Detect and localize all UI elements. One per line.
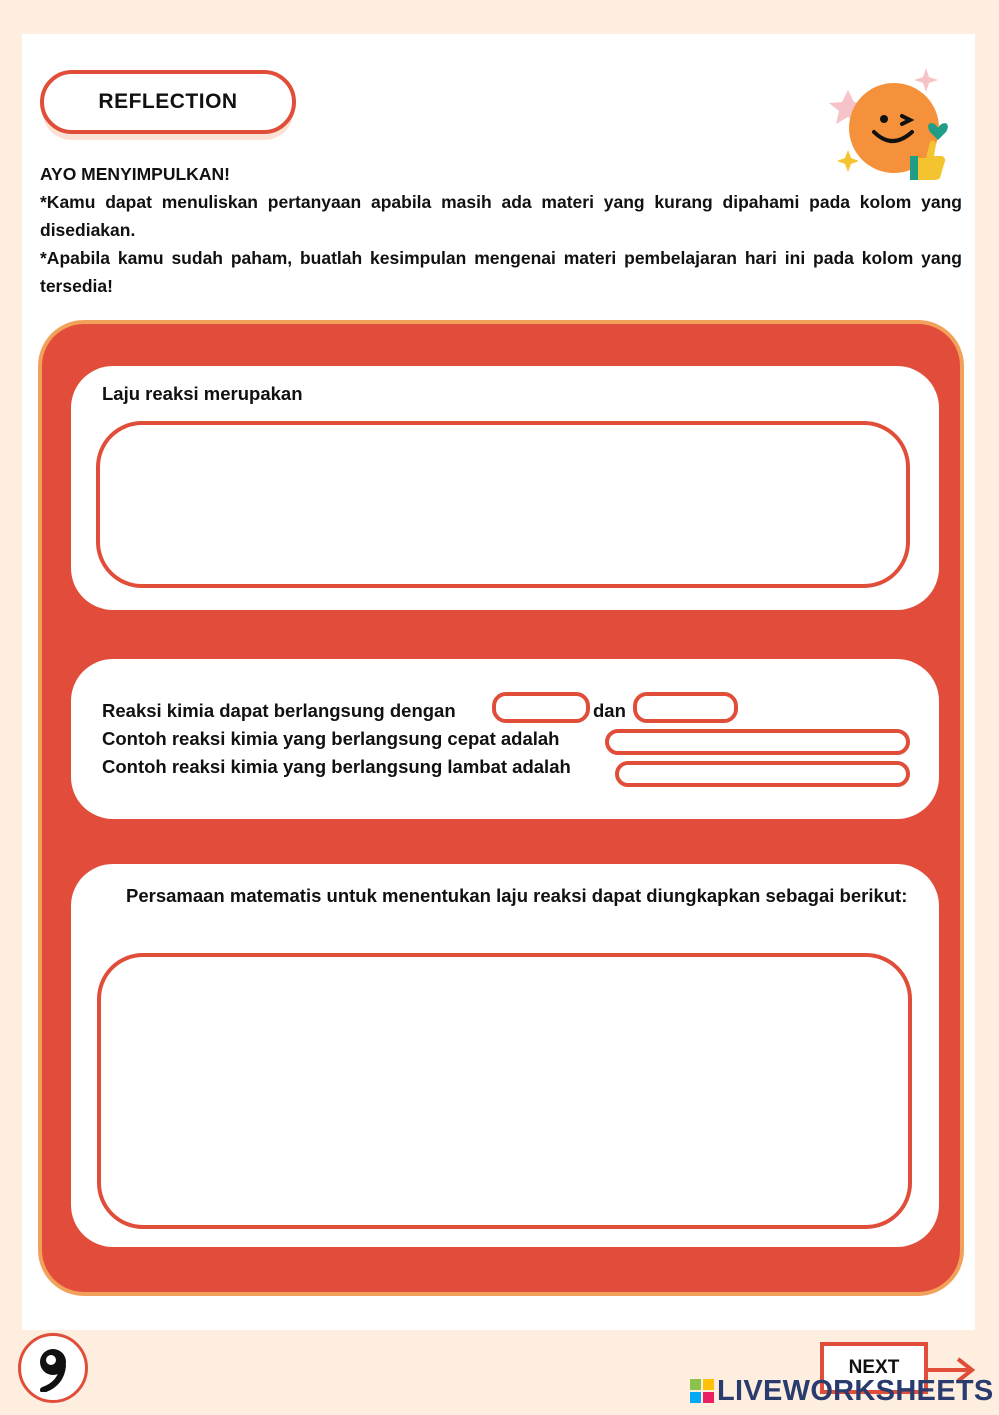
liveworksheets-watermark: [690, 1372, 994, 1410]
fill-in-line-3: Contoh reaksi kimia yang berlangsung lambat adalah: [102, 756, 571, 777]
instructions-line-1: *Kamu dapat menuliskan pertanyaan apabila masih ada materi yang kurang dipahami pada kolom yang disediakan.: [40, 192, 962, 240]
definition-label: Laju reaksi merupakan: [102, 383, 303, 404]
page-number-badge: [18, 1333, 88, 1403]
page-number-icon: [35, 1344, 71, 1392]
fill-in-connector: dan: [593, 700, 626, 721]
equation-label: Persamaan matematis untuk menentukan laju reaksi dapat diungkapkan sebagai berikut:: [126, 885, 908, 906]
instructions-heading: AYO MENYIMPULKAN!: [40, 164, 230, 184]
watermark-text: LIVEWORKSHEETS: [717, 1374, 994, 1407]
fill-in-line-1: Reaksi kimia dapat berlangsung dengan: [102, 700, 456, 721]
definition-answer-box[interactable]: [96, 421, 910, 588]
instructions: [40, 160, 962, 300]
instructions-line-2: *Apabila kamu sudah paham, buatlah kesimpulan mengenai materi pembelajaran hari ini pada kolom yang tersedia!: [40, 248, 962, 296]
liveworksheets-logo-icon: [690, 1379, 714, 1403]
fill-in-line-2: Contoh reaksi kimia yang berlangsung cepat adalah: [102, 728, 560, 749]
equation-answer-box[interactable]: [97, 953, 912, 1229]
blank-2-input[interactable]: [633, 692, 738, 723]
blank-4-input[interactable]: [615, 761, 910, 787]
page-title: REFLECTION: [40, 70, 296, 134]
blank-1-input[interactable]: [492, 692, 590, 723]
blank-3-input[interactable]: [605, 729, 910, 755]
next-button[interactable]: NEXT: [820, 1342, 928, 1394]
